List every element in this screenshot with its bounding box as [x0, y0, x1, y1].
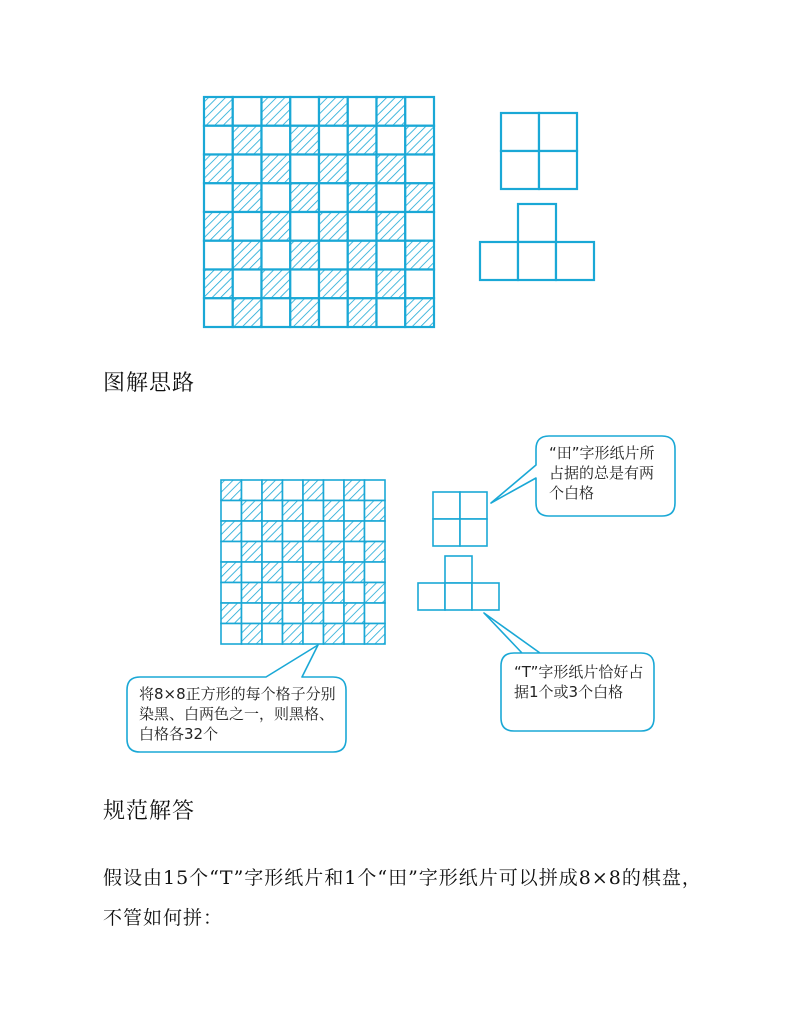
white-square	[319, 126, 348, 155]
white-square	[204, 241, 233, 270]
tian-cell	[539, 151, 577, 189]
black-square	[242, 583, 263, 604]
black-square	[365, 501, 386, 522]
white-square	[242, 603, 263, 624]
answer-paragraph: 假设由15个“T”字形纸片和1个“田”字形纸片可以拼成8×8的棋盘，不管如何拼：	[103, 867, 702, 929]
white-square	[377, 183, 406, 212]
white-square	[319, 298, 348, 327]
black-square	[262, 97, 291, 126]
black-square	[319, 270, 348, 299]
white-square	[262, 241, 291, 270]
white-square	[344, 501, 365, 522]
white-square	[262, 501, 283, 522]
white-square	[377, 126, 406, 155]
black-square	[324, 501, 345, 522]
white-square	[324, 562, 345, 583]
white-square	[221, 624, 242, 645]
black-square	[262, 155, 291, 184]
white-square	[290, 212, 319, 241]
white-square	[204, 126, 233, 155]
white-square	[344, 542, 365, 563]
tian-piece-small	[433, 492, 487, 546]
white-square	[365, 603, 386, 624]
white-square	[290, 155, 319, 184]
tian-callout-text: “田”字形纸片所占据的总是有两个白格	[549, 444, 655, 502]
white-square	[348, 270, 377, 299]
black-square	[324, 624, 345, 645]
white-square	[319, 183, 348, 212]
black-square	[290, 183, 319, 212]
black-square	[377, 155, 406, 184]
black-square	[290, 126, 319, 155]
black-square	[290, 241, 319, 270]
white-square	[377, 241, 406, 270]
black-square	[262, 521, 283, 542]
black-square	[290, 298, 319, 327]
black-square	[262, 562, 283, 583]
black-square	[319, 212, 348, 241]
white-square	[344, 583, 365, 604]
white-square	[283, 521, 304, 542]
white-square	[242, 521, 263, 542]
black-square	[377, 212, 406, 241]
black-square	[221, 521, 242, 542]
white-square	[348, 155, 377, 184]
black-square	[262, 480, 283, 501]
black-square	[242, 501, 263, 522]
t-piece-small	[418, 556, 499, 610]
white-square	[377, 298, 406, 327]
t-cell	[556, 242, 594, 280]
white-square	[303, 542, 324, 563]
tian-cell	[501, 151, 539, 189]
chessboard-small	[221, 480, 385, 644]
black-square	[348, 241, 377, 270]
white-square	[221, 501, 242, 522]
white-square	[405, 270, 434, 299]
white-square	[262, 542, 283, 563]
black-square	[348, 298, 377, 327]
white-square	[319, 241, 348, 270]
black-square	[348, 183, 377, 212]
black-square	[283, 501, 304, 522]
tian-cell	[460, 492, 487, 519]
white-square	[262, 183, 291, 212]
black-square	[324, 542, 345, 563]
black-square	[405, 241, 434, 270]
black-square	[283, 583, 304, 604]
black-square	[283, 624, 304, 645]
black-square	[242, 542, 263, 563]
black-square	[344, 480, 365, 501]
black-square	[344, 562, 365, 583]
answer-heading: 规范解答	[103, 799, 196, 824]
black-square	[344, 521, 365, 542]
black-square	[377, 97, 406, 126]
black-square	[303, 521, 324, 542]
t-piece-large	[480, 204, 594, 280]
black-square	[233, 126, 262, 155]
black-square	[283, 542, 304, 563]
black-square	[405, 298, 434, 327]
white-square	[233, 155, 262, 184]
t-cell	[472, 583, 499, 610]
black-square	[233, 298, 262, 327]
white-square	[233, 212, 262, 241]
t-callout-text: “T”字形纸片恰好占据1个或3个白格	[514, 663, 644, 701]
white-square	[365, 521, 386, 542]
white-square	[233, 97, 262, 126]
white-square	[242, 480, 263, 501]
black-square	[365, 583, 386, 604]
black-square	[319, 155, 348, 184]
t-cell	[418, 583, 445, 610]
white-square	[262, 583, 283, 604]
diagram-heading: 图解思路	[103, 371, 196, 396]
chessboard-large	[204, 97, 434, 327]
tian-cell	[433, 492, 460, 519]
white-square	[405, 155, 434, 184]
black-square	[348, 126, 377, 155]
white-square	[324, 521, 345, 542]
t-cell	[518, 242, 556, 280]
t-cell	[480, 242, 518, 280]
board-callout-text: 将8×8正方形的每个格子分别染黑、白两色之一，则黑格、白格各32个	[139, 685, 336, 743]
black-square	[365, 542, 386, 563]
white-square	[365, 562, 386, 583]
black-square	[221, 562, 242, 583]
tian-piece-large	[501, 113, 577, 189]
white-square	[348, 97, 377, 126]
tian-cell	[539, 113, 577, 151]
white-square	[303, 583, 324, 604]
black-square	[233, 183, 262, 212]
white-square	[242, 562, 263, 583]
t-cell	[518, 204, 556, 242]
black-square	[319, 97, 348, 126]
white-square	[283, 562, 304, 583]
black-square	[262, 270, 291, 299]
black-square	[377, 270, 406, 299]
white-square	[262, 624, 283, 645]
black-square	[204, 270, 233, 299]
white-square	[405, 97, 434, 126]
black-square	[365, 624, 386, 645]
white-square	[348, 212, 377, 241]
black-square	[344, 603, 365, 624]
black-square	[405, 183, 434, 212]
white-square	[233, 270, 262, 299]
white-square	[344, 624, 365, 645]
white-square	[290, 97, 319, 126]
black-square	[204, 155, 233, 184]
black-square	[303, 603, 324, 624]
black-square	[262, 603, 283, 624]
black-square	[204, 97, 233, 126]
white-square	[283, 603, 304, 624]
white-square	[283, 480, 304, 501]
white-square	[262, 126, 291, 155]
tian-cell	[501, 113, 539, 151]
white-square	[324, 480, 345, 501]
black-square	[242, 624, 263, 645]
black-square	[303, 562, 324, 583]
black-square	[233, 241, 262, 270]
white-square	[303, 624, 324, 645]
white-square	[204, 183, 233, 212]
white-square	[324, 603, 345, 624]
black-square	[221, 603, 242, 624]
black-square	[303, 480, 324, 501]
t-cell	[445, 556, 472, 583]
tian-cell	[460, 519, 487, 546]
white-square	[290, 270, 319, 299]
black-square	[405, 126, 434, 155]
white-square	[405, 212, 434, 241]
white-square	[221, 542, 242, 563]
black-square	[262, 212, 291, 241]
black-square	[204, 212, 233, 241]
t-cell	[445, 583, 472, 610]
black-square	[324, 583, 345, 604]
black-square	[221, 480, 242, 501]
white-square	[365, 480, 386, 501]
white-square	[221, 583, 242, 604]
white-square	[303, 501, 324, 522]
tian-cell	[433, 519, 460, 546]
white-square	[204, 298, 233, 327]
white-square	[262, 298, 291, 327]
